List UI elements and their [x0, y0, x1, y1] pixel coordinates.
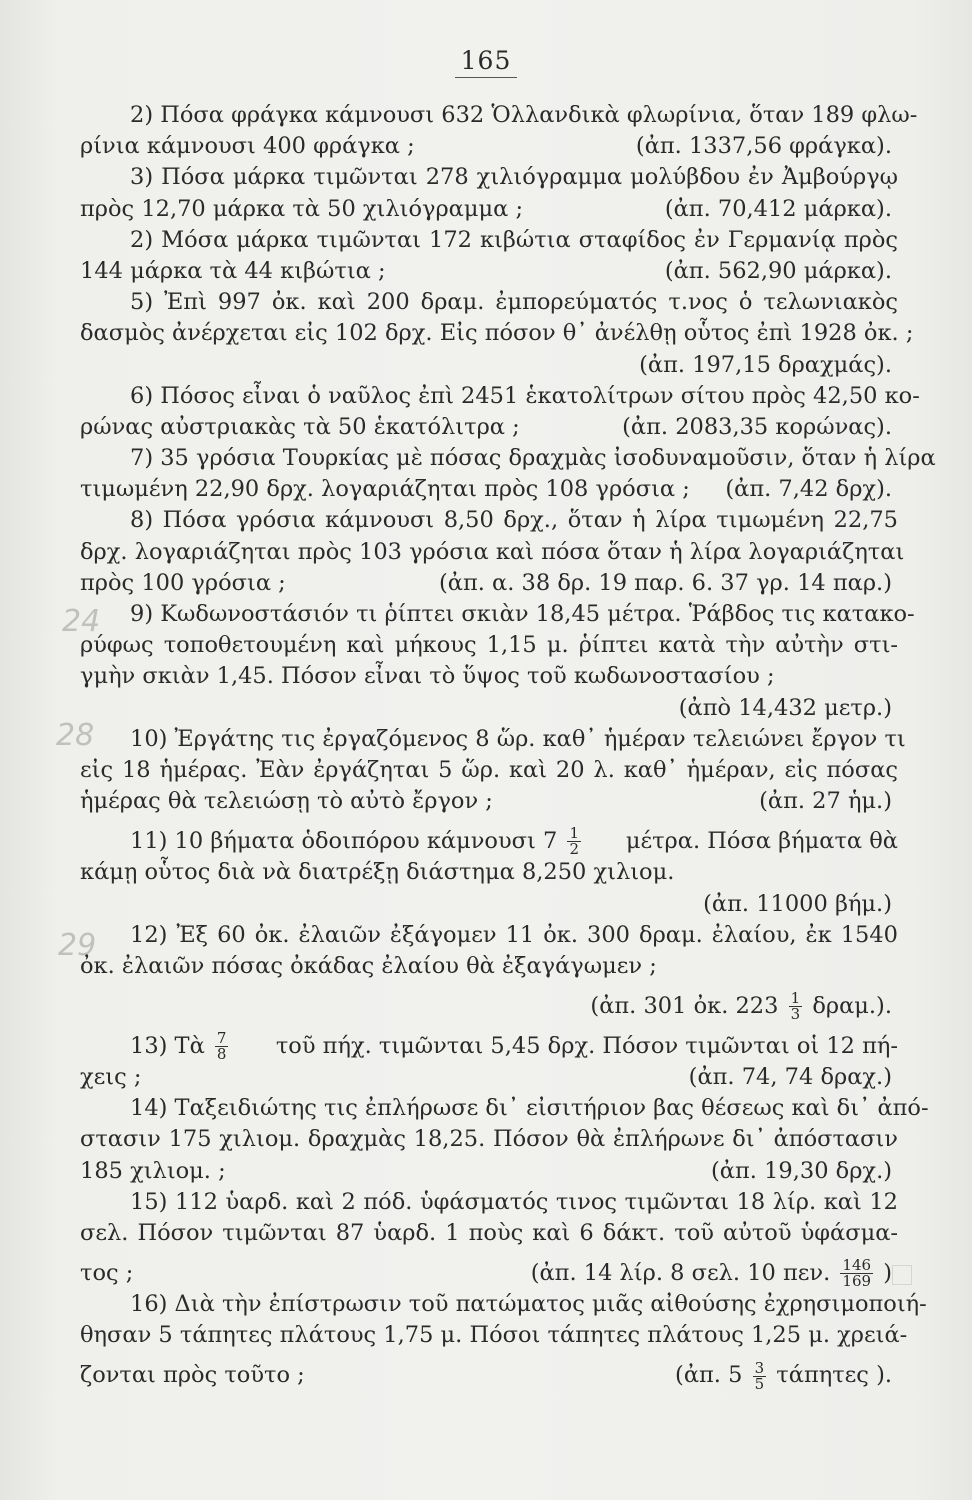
fraction: $\frac{146}{169}$: [842, 1256, 872, 1291]
text-line: ζονται πρὸς τοῦτο ; (ἀπ. 5 $\frac{3}{5}$ τάπητες ).: [80, 1352, 898, 1392]
text-line: γμὴν σκιὰν 1,45. Πόσον εἶναι τὸ ὕψος τοῦ κωδωνοστασίου ;: [80, 663, 775, 690]
answer: (ἀπ. 70,412 μάρκα).: [664, 195, 892, 222]
text-line: ὀκ. ἐλαιῶν πόσας ὀκάδας ἐλαίου θὰ ἐξαγάγωμεν ;: [80, 952, 657, 979]
answer: (ἀπὸ 14,432 μετρ.): [678, 694, 892, 721]
fraction: $\frac{7}{8}$: [216, 1029, 227, 1064]
text-line: θησαν 5 τάπητες πλάτους 1,75 μ. Πόσοι τάπητες πλάτους 1,25 μ. χρειά-: [80, 1322, 908, 1349]
text-line: δρχ. λογαριάζηται πρὸς 103 γρόσια καὶ πόσα ὅταν ἡ λίρα λογαριάζηται: [80, 538, 905, 565]
answer: (ἀπ. α. 38 δρ. 19 παρ. 6. 37 γρ. 14 παρ.): [438, 569, 892, 596]
text-line: 16) Διὰ τὴν ἐπίστρωσιν τοῦ πατώματος μιᾶς αἰθούσης ἐχρησιμοποιή-: [130, 1291, 927, 1318]
fraction: $\frac{3}{5}$: [754, 1358, 765, 1393]
text-line: τιμωμένη 22,90 δρχ. λογαριάζηται πρὸς 108 γρόσια ; (ἀπ. 7,42 δρχ).: [80, 474, 898, 505]
exercise-list: [80, 100, 936, 1393]
answer: (ἀπ. 197,15 δραχμάς).: [639, 351, 892, 378]
text-line: 9) Κωδωνοστάσιόν τι ῥίπτει σκιὰν 18,45 μέτρα. Ῥάβδος τις κατακο-: [130, 601, 915, 627]
page-number: 165: [0, 46, 972, 75]
answer: (ἀπ. 2083,35 κορώνας).: [622, 413, 892, 440]
text-line: 144 μάρκα τὰ 44 κιβώτια ; (ἀπ. 562,90 μάρκα).: [80, 256, 898, 287]
answer: (ἀπ. 562,90 μάρκα).: [664, 257, 892, 284]
text-line: ρίνια κάμνουσι 400 φράγκα ; (ἀπ. 1337,56 φράγκα).: [80, 131, 898, 162]
fraction: $\frac{1}{2}$: [569, 824, 579, 859]
text-line: 6) Πόσος εἶναι ὁ ναῦλος ἐπὶ 2451 ἑκατολίτρων σίτου πρὸς 42,50 κο-: [130, 382, 920, 409]
answer: (ἀπ. 19,30 δρχ.): [711, 1157, 892, 1184]
text-line: 14) Ταξειδιώτης τις ἐπλήρωσε δι᾽ εἰσιτήριον βας θέσεως καὶ δι᾽ ἀπό-: [130, 1095, 929, 1122]
fraction: $\frac{1}{3}$: [790, 989, 801, 1024]
text-line: ρύφως τοποθετουμένη καὶ μήκους 1,15 μ. ῥίπτει κατὰ τὴν αὐτὴν στι-: [80, 632, 898, 659]
answer: (ἀπ. 5 $\frac{3}{5}$ τάπητες ).: [675, 1358, 892, 1393]
text-line: 185 χιλιομ. ; (ἀπ. 19,30 δρχ.): [80, 1156, 898, 1187]
answer: (ἀπ. 7,42 δρχ).: [725, 476, 892, 503]
answer: (ἀπ. 74, 74 δραχ.): [688, 1064, 892, 1091]
text-line: τος ; (ἀπ. 14 λίρ. 8 σελ. 10 πεν. $\frac{146}{169}$ ): [80, 1249, 898, 1289]
text-line: 7) 35 γρόσια Τουρκίας μὲ πόσας δραχμὰς ἰσοδυναμοῦσιν, ὅταν ἡ λίρα: [130, 445, 936, 472]
text-line: 2) Μόσα μάρκα τιμῶνται 172 κιβώτια σταφίδος ἐν Γερμανίᾳ πρὸς: [130, 226, 898, 253]
text-line: χεις ; (ἀπ. 74, 74 δραχ.): [80, 1062, 898, 1093]
text-line: 12) Ἐξ 60 ὀκ. ἐλαιῶν ἐξάγομεν 11 ὀκ. 300 δραμ. ἐλαίου, ἐκ 1540: [130, 921, 898, 948]
text-line: εἰς 18 ἡμέρας. Ἐὰν ἐργάζηται 5 ὥρ. καὶ 20 λ. καθ᾽ ἡμέραν, εἰς πόσας: [80, 756, 898, 783]
text-line: 13) Τὰ $\frac{7}{8}$ τοῦ πήχ. τιμῶνται 5,45 δρχ. Πόσον τιμῶνται οἱ 12 πή-: [130, 1029, 898, 1064]
text-line: στασιν 175 χιλιομ. δραχμὰς 18,25. Πόσον θὰ ἐπλήρωνε δι᾽ ἀπόστασιν: [80, 1126, 898, 1153]
text-line: 11) 10 βήματα ὁδοιπόρου κάμνουσι 7 $\frac{1}{2}$ μέτρα. Πόσα βήματα θὰ: [130, 824, 898, 859]
text-line: 3) Πόσα μάρκα τιμῶνται 278 χιλιόγραμμα μολύβδου ἐν Ἀμβούργῳ: [130, 164, 898, 191]
text-line: δασμὸς ἀνέρχεται εἰς 102 δρχ. Εἰς πόσον θ᾽ ἀνέλθῃ οὗτος ἐπὶ 1928 ὀκ. ;: [80, 320, 914, 347]
answer: (ἀπ. 1337,56 φράγκα).: [635, 133, 892, 160]
answer: (ἀπ. 11000 βήμ.): [703, 890, 892, 917]
margin-note: 24: [62, 604, 101, 639]
text-line: κάμῃ οὗτος διὰ νὰ διατρέξῃ διάστημα 8,250 χιλιομ.: [80, 859, 675, 886]
text-line: 5) Ἐπὶ 997 ὀκ. καὶ 200 δραμ. ἐμπορεύματός τ.νος ὁ τελωνιακὸς: [130, 289, 898, 316]
answer: (ἀπ. 301 ὀκ. 223 $\frac{1}{3}$ δραμ.).: [590, 989, 892, 1024]
margin-note: 29: [58, 928, 97, 963]
text-line: 15) 112 ὑαρδ. καὶ 2 πόδ. ὑφάσματός τινος τιμῶνται 18 λίρ. καὶ 12: [130, 1188, 898, 1215]
text-line: σελ. Πόσον τιμῶνται 87 ὑαρδ. 1 ποὺς καὶ 6 δάκτ. τοῦ αὐτοῦ ὑφάσμα-: [80, 1220, 898, 1246]
margin-note: 28: [56, 718, 95, 753]
text-line: 2) Πόσα φράγκα κάμνουσι 632 Ὁλλανδικὰ φλωρίνια, ὅταν 189 φλω-: [130, 102, 918, 128]
text-line: 10) Ἐργάτης τις ἐργαζόμενος 8 ὥρ. καθ᾽ ἡμέραν τελειώνει ἔργον τι: [130, 725, 906, 752]
text-line: πρὸς 100 γρόσια ; (ἀπ. α. 38 δρ. 19 παρ. 6. 37 γρ. 14 παρ.): [80, 568, 898, 599]
text-line: ἡμέρας θὰ τελειώσῃ τὸ αὐτὸ ἔργον ; (ἀπ. 27 ἡμ.): [80, 786, 898, 817]
answer: (ἀπ. 14 λίρ. 8 σελ. 10 πεν. $\frac{146}{169}$ ): [530, 1256, 892, 1291]
answer: (ἀπ. 27 ἡμ.): [759, 788, 892, 815]
text-line: πρὸς 12,70 μάρκα τὰ 50 χιλιόγραμμα ; (ἀπ. 70,412 μάρκα).: [80, 194, 898, 225]
text-line: 8) Πόσα γρόσια κάμνουσι 8,50 δρχ., ὅταν ἡ λίρα τιμωμένη 22,75: [130, 507, 898, 534]
text-line: ρώνας αὐστριακὰς τὰ 50 ἑκατόλιτρα ; (ἀπ. 2083,35 κορώνας).: [80, 412, 898, 443]
